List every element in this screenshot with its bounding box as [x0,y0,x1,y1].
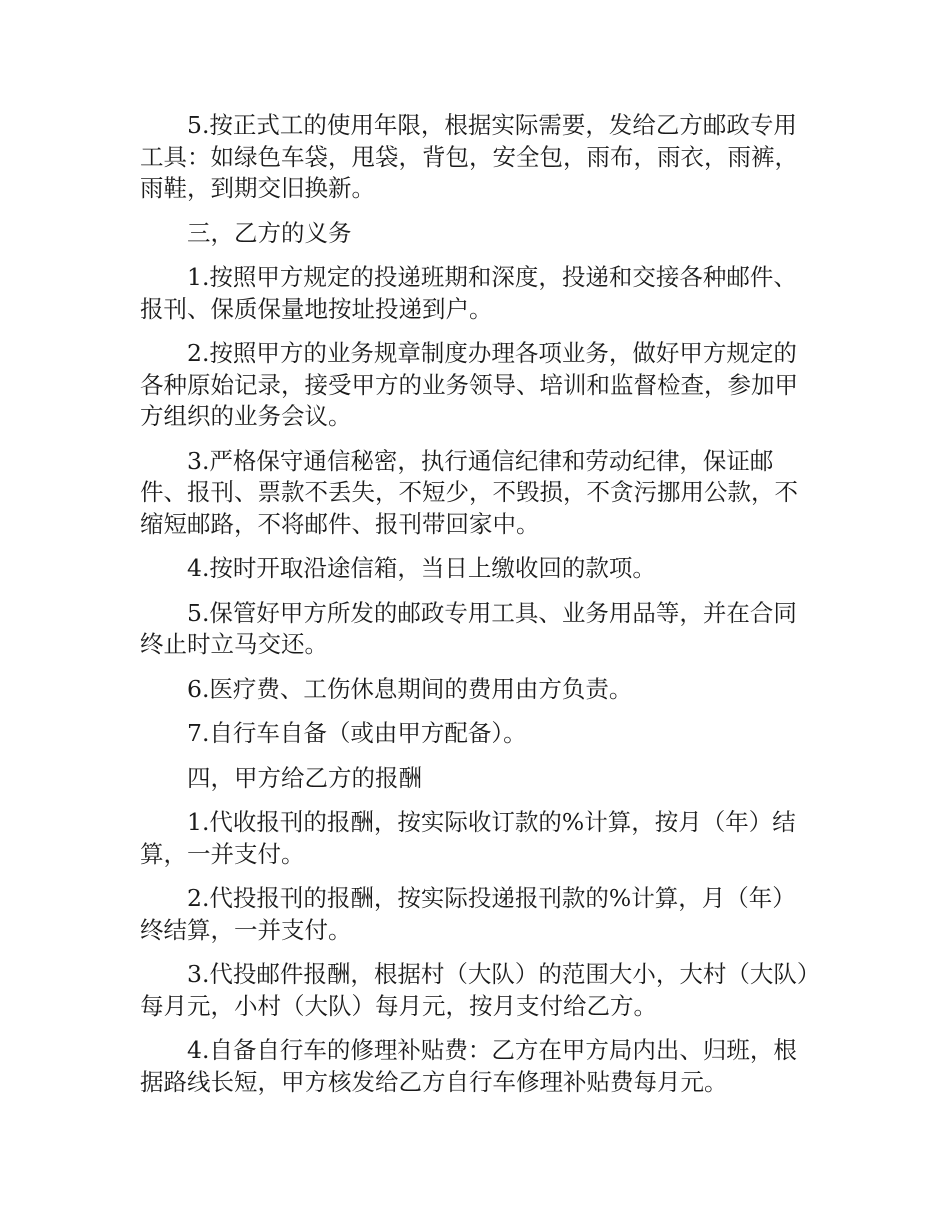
document-body [140,110,816,1111]
section-heading-party-b-duties: 三，乙方的义务 [187,218,352,247]
paragraph-duty-4: 4.按时开取沿途信箱，当日上缴收回的款项。 [187,554,656,582]
paragraph-duty-3: 3.严格保守通信秘密，执行通信纪律和劳动纪律，保证邮件、报刊、票款不丢失，不短少，不毁损，不贪污挪用公款，不缩短邮路，不将邮件、报刊带回家中。 [140,446,798,538]
paragraph-remuneration-3: 3.代投邮件报酬，根据村（大队）的范围大小，大村（大队）每月元，小村（大队）每月元，按月支付给乙方。 [140,960,809,1020]
paragraph-postal-tools: 5.按正式工的使用年限，根据实际需要，发给乙方邮政专用工具：如绿色车袋，甩袋，背包，安全包，雨布，雨衣，雨裤，雨鞋，到期交旧换新。 [140,111,798,202]
paragraph-duty-5: 5.保管好甲方所发的邮政专用工具、业务用品等，并在合同终止时立马交还。 [140,598,797,658]
section-heading-remuneration: 四，甲方给乙方的报酬 [187,763,422,792]
paragraph-duty-2: 2.按照甲方的业务规章制度办理各项业务，做好甲方规定的各种原始记录，接受甲方的业务领导、培训和监督检查，参加甲方组织的业务会议。 [140,339,798,430]
paragraph-remuneration-2: 2.代投报刊的报酬，按实际投递报刊款的%计算，月（年）终结算，一并支付。 [140,884,796,944]
paragraph-remuneration-1: 1.代收报刊的报酬，按实际收订款的%计算，按月（年）结算，一并支付。 [140,808,796,868]
paragraph-duty-6: 6.医疗费、工伤休息期间的费用由方负责。 [187,674,633,703]
paragraph-duty-1: 1.按照甲方规定的投递班期和深度，投递和交接各种邮件、报刊、保质保量地按址投递到户。 [140,263,797,323]
paragraph-remuneration-4: 4.自备自行车的修理补贴费：乙方在甲方局内出、归班，根据路线长短，甲方核发给乙方自行车修理补贴费每月元。 [140,1036,797,1096]
paragraph-duty-7: 7.自行车自备（或由甲方配备）。 [187,719,527,747]
